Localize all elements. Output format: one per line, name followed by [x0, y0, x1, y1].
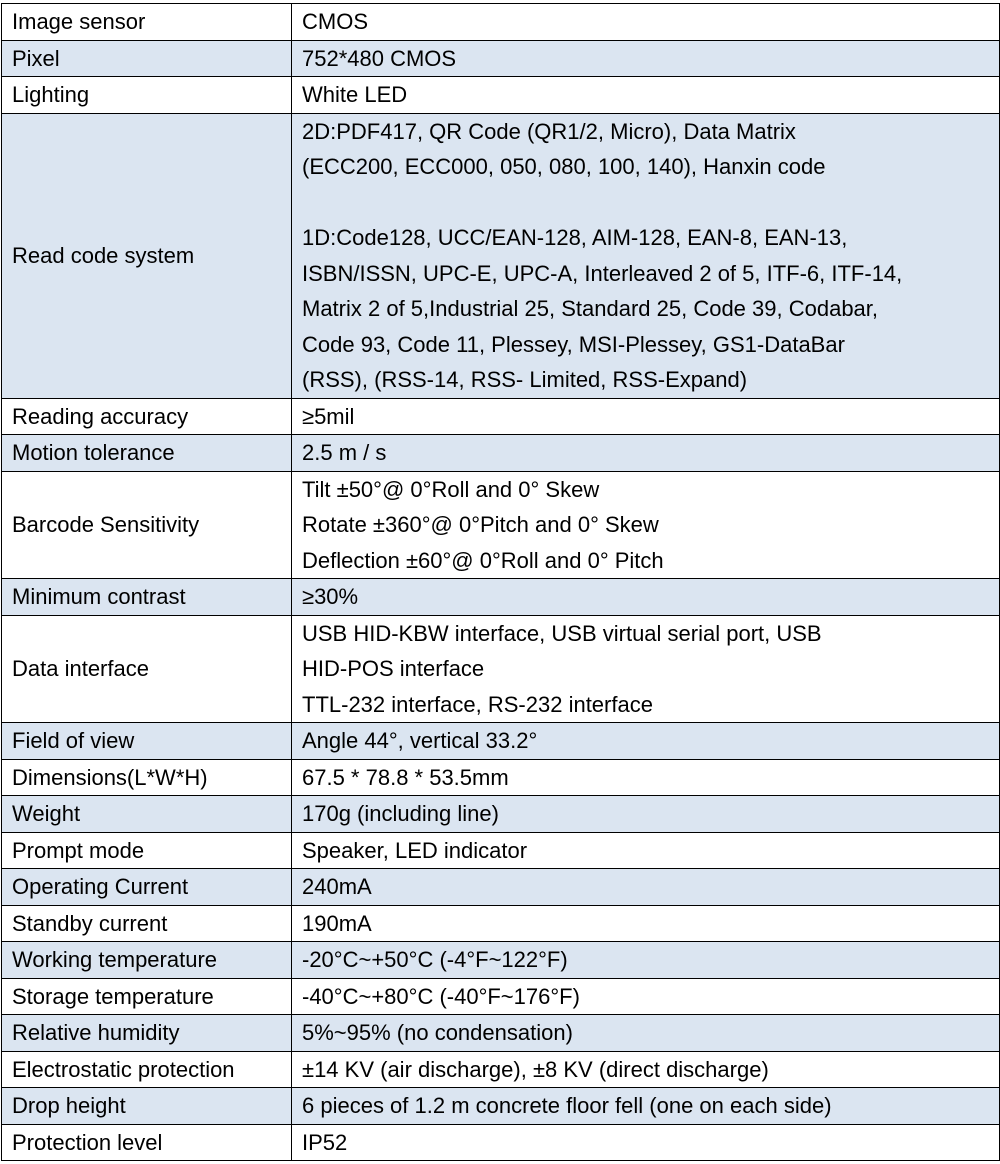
spec-value	[292, 398, 1000, 435]
spec-value-line: 240mA	[302, 874, 372, 899]
spec-label: Image sensor	[2, 4, 292, 41]
spec-row	[2, 579, 1000, 616]
spec-value-line: Rotate ±360°@ 0°Pitch and 0° Skew	[302, 512, 659, 537]
spec-row	[2, 759, 1000, 796]
spec-value	[292, 4, 1000, 41]
spec-row	[2, 77, 1000, 114]
spec-label: Motion tolerance	[2, 435, 292, 472]
spec-value	[292, 1015, 1000, 1052]
spec-table-body	[2, 4, 1000, 1161]
spec-row	[2, 1124, 1000, 1161]
spec-value	[292, 1088, 1000, 1125]
spec-label: Reading accuracy	[2, 398, 292, 435]
spec-row	[2, 4, 1000, 41]
spec-value-line: ≥5mil	[302, 403, 355, 429]
spec-value	[292, 1124, 1000, 1161]
spec-value	[292, 796, 1000, 833]
spec-label: Read code system	[2, 113, 292, 398]
spec-row	[2, 942, 1000, 979]
spec-label: Drop height	[2, 1088, 292, 1125]
spec-value-line: Speaker, LED indicator	[302, 837, 528, 863]
spec-value-line: -20°C~+50°C (-4°F~122°F)	[302, 947, 568, 972]
spec-value-line: ISBN/ISSN, UPC-E, UPC-A, Interleaved 2 of 5, ITF-6, ITF-14,	[302, 260, 903, 286]
spec-value-line: HID-POS interface	[302, 656, 485, 681]
spec-row	[2, 435, 1000, 472]
spec-value-line: TTL-232 interface, RS-232 interface	[302, 691, 653, 717]
spec-value-line: Tilt ±50°@ 0°Roll and 0° Skew	[302, 476, 600, 502]
spec-row	[2, 869, 1000, 906]
spec-value-line: CMOS	[302, 9, 368, 34]
spec-row	[2, 40, 1000, 77]
spec-value	[292, 435, 1000, 472]
spec-value-line: Matrix 2 of 5,Industrial 25, Standard 25, Code 39, Codabar,	[302, 296, 879, 321]
spec-row	[2, 1088, 1000, 1125]
spec-value-line: ≥30%	[302, 584, 359, 609]
spec-value-line: 6 pieces of 1.2 m concrete floor fell (one on each side)	[302, 1093, 832, 1118]
spec-label: Prompt mode	[2, 832, 292, 869]
spec-value-line: USB HID-KBW interface, USB virtual serial port, USB	[302, 620, 822, 646]
spec-label: Barcode Sensitivity	[2, 471, 292, 579]
spec-row	[2, 1051, 1000, 1088]
spec-value-line: 1D:Code128, UCC/EAN-128, AIM-128, EAN-8, EAN-13,	[302, 225, 848, 250]
spec-value	[292, 77, 1000, 114]
spec-value-line: 190mA	[302, 910, 372, 936]
spec-label: Dimensions(L*W*H)	[2, 759, 292, 796]
spec-value-line: -40°C~+80°C (-40°F~176°F)	[302, 983, 580, 1009]
spec-value-line: Code 93, Code 11, Plessey, MSI-Plessey, GS1-DataBar	[302, 331, 845, 357]
spec-label: Working temperature	[2, 942, 292, 979]
spec-row	[2, 1015, 1000, 1052]
spec-value	[292, 832, 1000, 869]
spec-row	[2, 398, 1000, 435]
spec-value	[292, 615, 1000, 723]
spec-row	[2, 615, 1000, 723]
spec-value-line: ±14 KV (air discharge), ±8 KV (direct discharge)	[302, 1056, 769, 1082]
spec-value	[292, 1051, 1000, 1088]
spec-value-line: 752*480 CMOS	[302, 45, 457, 71]
spec-value-spacer	[302, 185, 989, 221]
spec-row	[2, 113, 1000, 398]
spec-value	[292, 723, 1000, 760]
spec-value	[292, 471, 1000, 579]
spec-label: Weight	[2, 796, 292, 833]
spec-row	[2, 905, 1000, 942]
spec-value-line: Deflection ±60°@ 0°Roll and 0° Pitch	[302, 547, 664, 573]
spec-row	[2, 471, 1000, 579]
spec-label: Minimum contrast	[2, 579, 292, 616]
spec-label: Standby current	[2, 905, 292, 942]
spec-value	[292, 978, 1000, 1015]
spec-label: Data interface	[2, 615, 292, 723]
spec-row	[2, 832, 1000, 869]
spec-value	[292, 579, 1000, 616]
spec-row	[2, 723, 1000, 760]
spec-value	[292, 942, 1000, 979]
spec-value	[292, 113, 1000, 398]
spec-label: Storage temperature	[2, 978, 292, 1015]
spec-value-line: 170g (including line)	[302, 801, 499, 826]
spec-value-line: 2.5 m / s	[302, 440, 387, 465]
spec-value	[292, 905, 1000, 942]
spec-value	[292, 40, 1000, 77]
spec-table	[1, 3, 1000, 1161]
spec-label: Electrostatic protection	[2, 1051, 292, 1088]
spec-label: Operating Current	[2, 869, 292, 906]
spec-value-line: IP52	[302, 1129, 348, 1155]
spec-value	[292, 759, 1000, 796]
spec-label: Lighting	[2, 77, 292, 114]
spec-value-line: Angle 44°, vertical 33.2°	[302, 728, 538, 753]
spec-label: Relative humidity	[2, 1015, 292, 1052]
spec-value	[292, 869, 1000, 906]
spec-value-line: 5%~95% (no condensation)	[302, 1020, 573, 1045]
spec-label: Field of view	[2, 723, 292, 760]
spec-label: Protection level	[2, 1124, 292, 1161]
spec-row	[2, 796, 1000, 833]
spec-value-line: White LED	[302, 82, 408, 107]
spec-value-line: (RSS), (RSS-14, RSS- Limited, RSS-Expand)	[302, 367, 748, 392]
spec-row	[2, 978, 1000, 1015]
spec-value-line: 67.5 * 78.8 * 53.5mm	[302, 764, 509, 790]
spec-value-line: (ECC200, ECC000, 050, 080, 100, 140), Hanxin code	[302, 154, 826, 179]
spec-label: Pixel	[2, 40, 292, 77]
spec-value-line: 2D:PDF417, QR Code (QR1/2, Micro), Data Matrix	[302, 118, 796, 144]
